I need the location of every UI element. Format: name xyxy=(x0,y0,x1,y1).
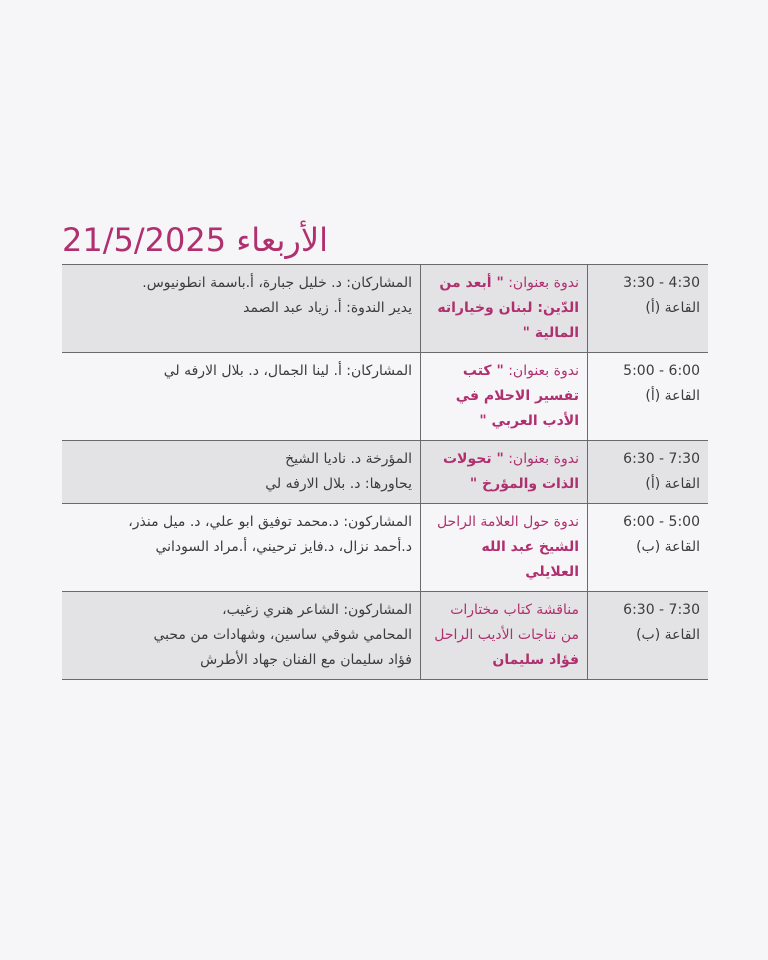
event-prefix: مناقشة كتاب مختارات من نتاجات الأديب الراحل xyxy=(434,602,579,643)
time-range: 6:00 - 5:00 xyxy=(623,514,700,530)
time-range: 6:30 - 7:30 xyxy=(623,602,700,618)
table-row xyxy=(62,592,708,680)
event-title: الشيخ عبد الله العلايلي xyxy=(481,539,579,580)
time-cell xyxy=(588,592,709,680)
details-line: المشاركان: أ. لينا الجمال، د. بلال الارفه لي xyxy=(163,363,412,379)
hall-label: القاعة (أ) xyxy=(645,300,700,316)
details-cell xyxy=(62,592,421,680)
table-row xyxy=(62,265,708,353)
hall-label: القاعة (ب) xyxy=(636,539,700,555)
details-cell xyxy=(62,504,421,592)
details-cell xyxy=(62,353,421,441)
event-prefix: ندوة بعنوان: xyxy=(503,363,579,379)
event-cell xyxy=(421,592,588,680)
event-cell xyxy=(421,353,588,441)
details-line: د.أحمد نزال، د.فايز ترحيني، أ.مراد السوداني xyxy=(155,539,412,555)
time-cell xyxy=(588,504,709,592)
time-range: 6:30 - 7:30 xyxy=(623,451,700,467)
event-prefix: ندوة بعنوان: xyxy=(503,275,579,291)
details-line: يحاورها: د. بلال الارفه لي xyxy=(265,476,412,492)
schedule-table xyxy=(62,264,708,680)
event-title: " تحولات الذات والمؤرخ " xyxy=(442,451,579,492)
details-cell xyxy=(62,441,421,504)
event-prefix: ندوة حول العلامة الراحل xyxy=(436,514,579,530)
details-line: يدير الندوة: أ. زياد عبد الصمد xyxy=(243,300,412,316)
table-row xyxy=(62,504,708,592)
details-line: المشاركون: د.محمد توفيق ابو علي، د. ميل منذر، xyxy=(128,514,412,530)
table-row xyxy=(62,353,708,441)
details-line: المشاركان: د. خليل جبارة، أ.باسمة انطونيوس. xyxy=(142,275,412,291)
time-cell xyxy=(588,265,709,353)
event-prefix: ندوة بعنوان: xyxy=(503,451,579,467)
time-cell xyxy=(588,353,709,441)
hall-label: القاعة (أ) xyxy=(645,476,700,492)
event-title: فؤاد سليمان xyxy=(492,652,579,668)
details-line: المؤرخة د. ناديا الشيخ xyxy=(285,451,412,467)
time-cell xyxy=(588,441,709,504)
details-cell xyxy=(62,265,421,353)
details-line: المشاركون: الشاعر هنري زغيب، xyxy=(222,602,412,618)
hall-label: القاعة (ب) xyxy=(636,627,700,643)
time-range: 5:00 - 6:00 xyxy=(623,363,700,379)
details-line: المحامي شوقي ساسين، وشهادات من محبي xyxy=(153,627,412,643)
hall-label: القاعة (أ) xyxy=(645,388,700,404)
event-title: " كتب تفسير الاحلام في الأدب العربي " xyxy=(455,363,579,429)
event-cell xyxy=(421,441,588,504)
event-cell xyxy=(421,265,588,353)
time-range: 3:30 - 4:30 xyxy=(623,275,700,291)
details-line: فؤاد سليمان مع الفنان جهاد الأطرش xyxy=(200,652,412,668)
table-row xyxy=(62,441,708,504)
page-title: الأربعاء 21/5/2025 xyxy=(62,221,328,259)
event-cell xyxy=(421,504,588,592)
event-title: " أبعد من الدّين: لبنان وخياراته المالية " xyxy=(437,275,579,341)
